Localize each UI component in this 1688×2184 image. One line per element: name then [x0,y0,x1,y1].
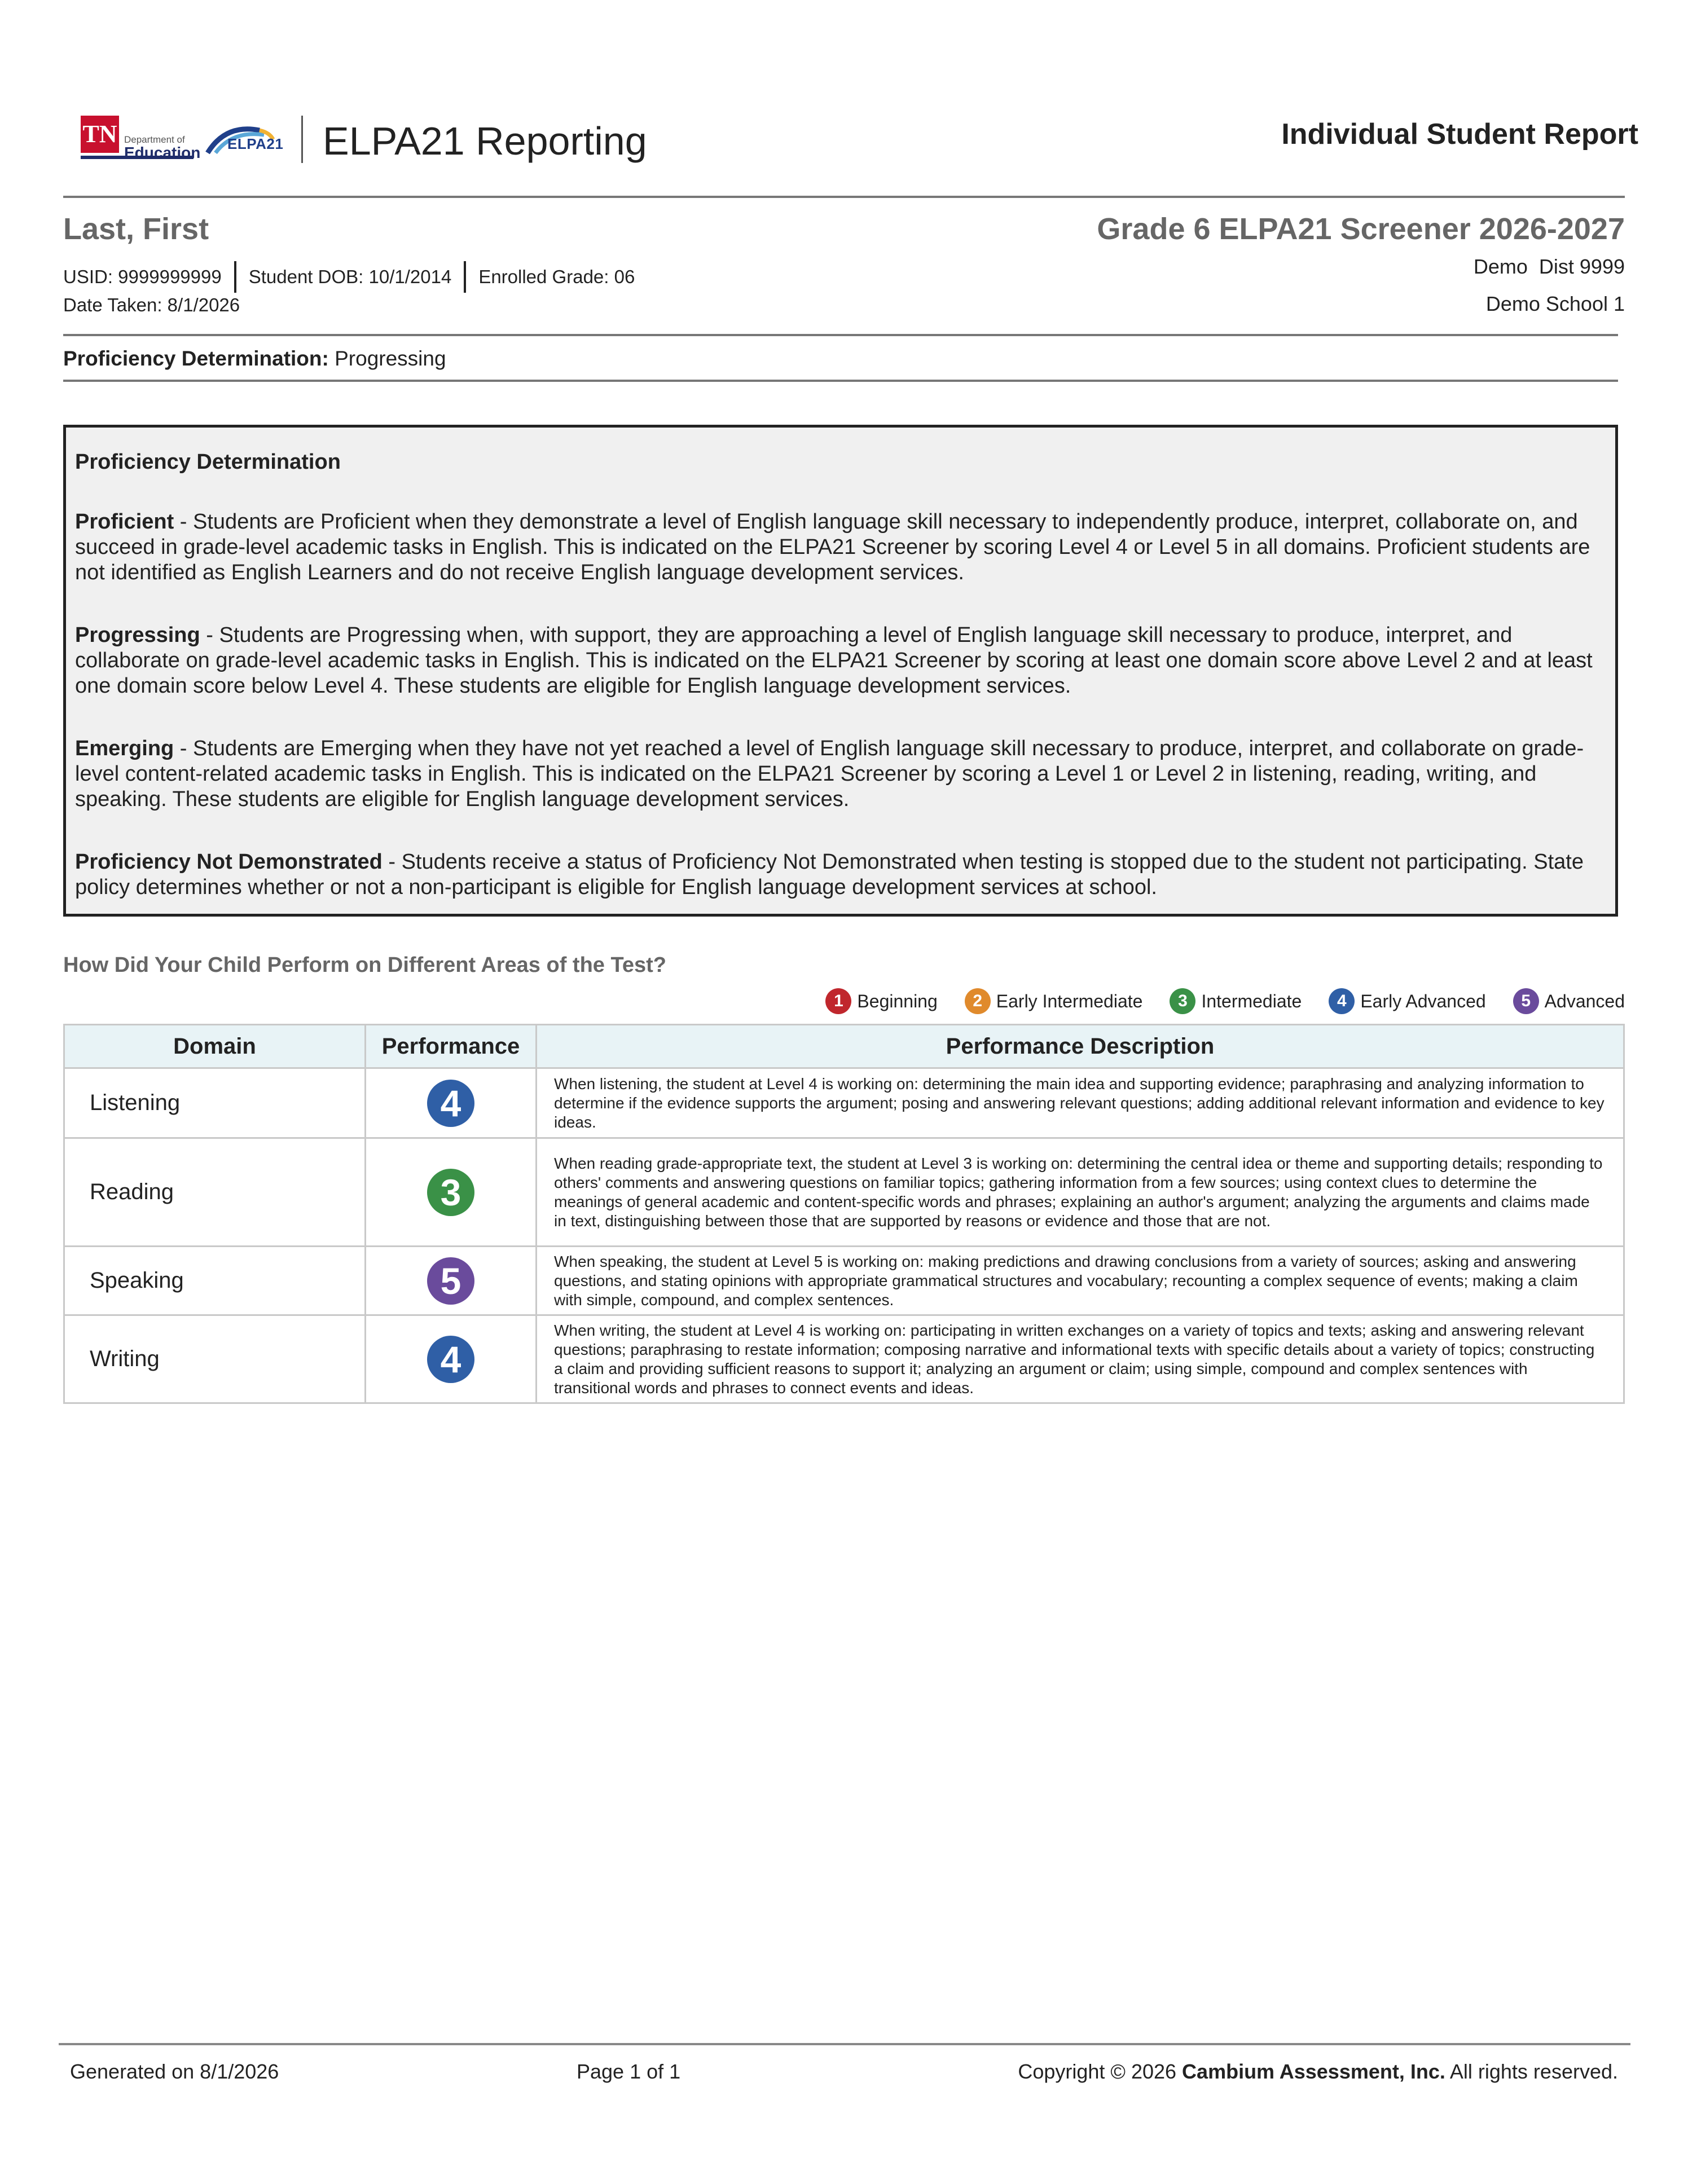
tn-logo-education-text: Education [124,144,201,161]
generated-date: Generated on 8/1/2026 [70,2060,279,2083]
legend-dot: 4 [1329,988,1355,1014]
legend-label: Early Advanced [1360,990,1486,1011]
score-cell [366,1315,537,1403]
definition-term: Emerging [75,737,174,760]
proficiency-value: Progressing [335,347,446,370]
info-rule [63,334,1618,336]
column-header-performance: Performance [366,1025,537,1068]
definition-not-demonstrated [75,849,1607,900]
page-number: Page 1 of 1 [577,2060,681,2083]
domain-cell: Listening [64,1068,366,1138]
score-cell [366,1247,537,1315]
description-cell: When writing, the student at Level 4 is working on: participating in written exchanges on a variety of topics and texts; asking and answering relevant questions; paraphrasing to restate information; composing narrative and informational texts with specific details about a variety of topics; constructing a claim and providing sufficient reasons to support it; analyzing an argument or claim; using simple, compound and complex sentences with transitional words and phrases to connect events and ideas. [537,1315,1624,1403]
proficiency-label: Proficiency Determination: [63,347,329,370]
test-title: Grade 6 ELPA21 Screener 2026-2027 [1097,212,1625,246]
proficiency-definitions-box [63,425,1618,917]
student-meta [63,261,635,293]
definition-emerging [75,736,1607,812]
definition-text: - Students receive a status of Proficiency Not Demonstrated when testing is stopped due to the student not participating. State policy determines whether or not a non-participant is eligible for English language development services at school. [75,850,1584,899]
student-name: Last, First [63,212,209,246]
performance-table [63,1024,1625,1404]
definition-text: - Students are Emerging when they have not yet reached a level of English language skill necessary to produce, interpret, and collaborate on grade-level content-related academic tasks in English. This is indicated on the ELPA21 Screener by scoring a Level 1 or Level 2 in listening, reading, writing, and speaking. These students are eligible for English language development services. [75,737,1584,811]
column-header-domain: Domain [64,1025,366,1068]
elpa21-logo-text: ELPA21 [227,135,284,152]
column-header-description: Performance Description [537,1025,1624,1068]
legend-dot: 3 [1170,988,1195,1014]
score-badge: 4 [427,1336,474,1383]
description-cell: When speaking, the student at Level 5 is working on: making predictions and drawing conclusions from a variety of sources; asking and answering questions, and stating opinions with appropriate grammatical structures and vocabulary; recounting a complex sequence of events; making a claim with simple, compound, and complex sentences. [537,1247,1624,1315]
domain-cell: Writing [64,1315,366,1403]
app-title: ELPA21 Reporting [323,119,647,163]
definition-text: - Students are Progressing when, with support, they are approaching a level of English language skill necessary to produce, interpret, and collaborate on grade-level academic tasks in English. This is indicated on the ELPA21 Screener by scoring at least one domain score above Level 2 and at least one domain score below Level 4. These students are eligible for English language development services. [75,623,1593,698]
copyright [1018,2060,1618,2084]
score-cell [366,1138,537,1247]
tn-logo-dept-text: Department of [124,134,185,145]
definition-term: Proficient [75,510,174,534]
date-taken: Date Taken: 8/1/2026 [63,294,240,315]
legend-item-early-intermediate [965,988,1143,1014]
copyright-prefix: Copyright © 2026 [1018,2060,1183,2083]
definition-text: - Students are Proficient when they demonstrate a level of English language skill necessary to independently produce, interpret, collaborate on, and succeed in grade-level academic tasks in English. This is indicated on the ELPA21 Screener by scoring Level 4 or Level 5 in all domains. Proficient students are not identified as English Learners and do not receive English language development services. [75,510,1590,584]
score-badge: 3 [427,1169,474,1216]
table-header-row [64,1025,1624,1068]
meta-separator [464,261,466,293]
definition-term: Progressing [75,623,200,647]
student-usid: USID: 9999999999 [63,266,222,287]
legend-item-early-advanced [1329,988,1485,1014]
table-row [64,1315,1624,1403]
legend-label: Beginning [857,990,938,1011]
legend-label: Advanced [1544,990,1625,1011]
proficiency-determination [63,347,446,371]
score-badge: 5 [427,1257,474,1305]
definition-proficient [75,509,1607,585]
report-title: Individual Student Report [1281,118,1638,151]
proficiency-rule [63,380,1618,382]
legend-item-beginning [825,988,937,1014]
description-cell: When reading grade-appropriate text, the student at Level 3 is working on: determining the central idea or theme and supporting details; responding to others' comments and answering questions on familiar topics; gathering information from a few sources; using context clues to determine the meanings of general academic and content-specific words and phrases; explaining an author's argument; analyzing the arguments and claims made in text, distinguishing between those that are supported by reasons or evidence and those that are not. [537,1138,1624,1247]
legend-label: Intermediate [1201,990,1302,1011]
legend-dot: 2 [965,988,991,1014]
level-legend [798,988,1625,1014]
description-cell: When listening, the student at Level 4 is working on: determining the main idea and supporting evidence; paraphrasing and analyzing information to determine if the evidence supports the argument; posing and answering relevant questions; adding additional relevant information and evidence to key ideas. [537,1068,1624,1138]
domain-cell: Reading [64,1138,366,1247]
legend-item-intermediate [1170,988,1302,1014]
tn-logo: TN [81,116,119,153]
meta-separator [234,261,236,293]
header-divider [301,116,303,163]
definitions-heading: Proficiency Determination [75,450,341,474]
score-badge: 4 [427,1080,474,1127]
district-name: Demo Dist 9999 [1473,255,1625,278]
table-row [64,1247,1624,1315]
school-name: Demo School 1 [1485,292,1625,315]
legend-label: Early Intermediate [996,990,1143,1011]
legend-dot: 1 [825,988,851,1014]
table-row [64,1138,1624,1247]
copyright-suffix: All rights reserved. [1445,2060,1618,2083]
definition-term: Proficiency Not Demonstrated [75,850,383,874]
legend-item-advanced [1513,988,1625,1014]
table-row [64,1068,1624,1138]
student-dob: Student DOB: 10/1/2014 [248,266,452,287]
header-rule [63,196,1625,198]
performance-heading: How Did Your Child Perform on Different Areas of the Test? [63,953,667,977]
legend-dot: 5 [1513,988,1539,1014]
score-cell [366,1068,537,1138]
enrolled-grade: Enrolled Grade: 06 [478,266,635,287]
copyright-company: Cambium Assessment, Inc. [1182,2060,1445,2083]
domain-cell: Speaking [64,1247,366,1315]
definition-progressing [75,623,1607,699]
footer-rule [59,2043,1630,2045]
